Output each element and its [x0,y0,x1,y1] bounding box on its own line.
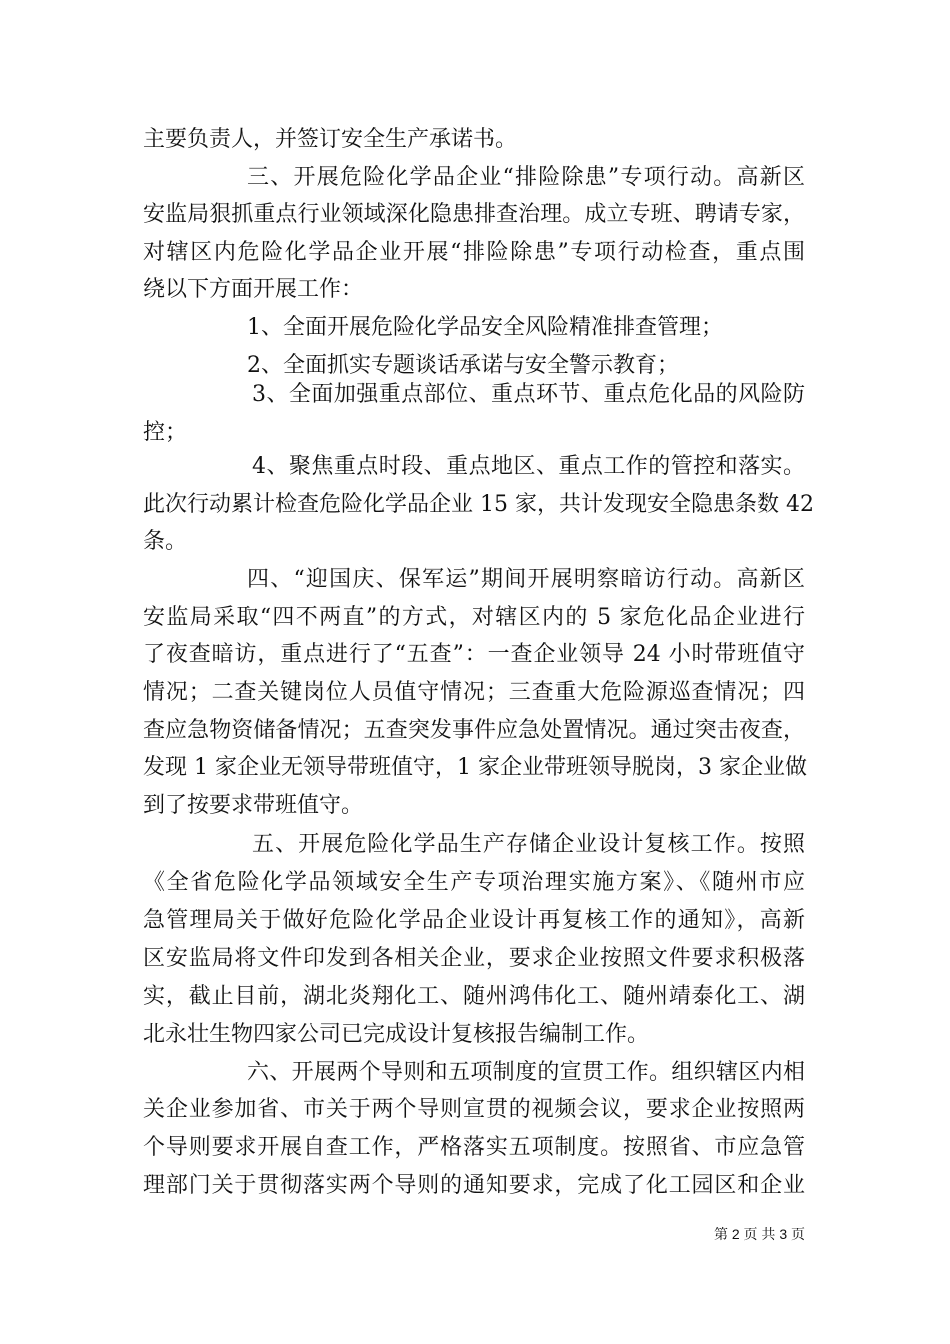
text-line: 区安监局将文件印发到各相关企业，要求企业按照文件要求积极落 [143,946,805,971]
text-line: 理部门关于贯彻落实两个导则的通知要求，完成了化工园区和企业 [143,1173,805,1198]
list-item: 1、全面开展危险化学品安全风险精准排查管理； [247,315,723,340]
text-line: 情况；二查关键岗位人员值守情况；三查重大危险源巡查情况；四 [143,680,805,705]
text-line: 《全省危险化学品领域安全生产专项治理实施方案》、《随州市应 [143,870,805,895]
text-line: 到了按要求带班值守。 [143,793,364,818]
text-line: 实，截止目前，湖北炎翔化工、随州鸿伟化工、随州靖泰化工、湖 [143,984,805,1009]
list-item: 2、全面抓实专题谈话承诺与安全警示教育； [247,353,679,378]
heading-section-3: 三、开展危险化学品企业“排险除患”专项行动。高新区 [247,165,805,190]
text-line: 了夜查暗访，重点进行了“五查”：一查企业领导 24 小时带班值守 [143,642,805,667]
text-line: 查应急物资储备情况；五查突发事件应急处置情况。通过突击夜查， [143,718,805,743]
text-line: 个导则要求开展自查工作，严格落实五项制度。按照省、市应急管 [143,1135,805,1160]
heading-section-5: 五、开展危险化学品生产存储企业设计复核工作。按照 [252,832,805,857]
list-item: 3、全面加强重点部位、重点环节、重点危化品的风险防 [252,382,805,407]
text-line: 对辖区内危险化学品企业开展“排险除患”专项行动检查，重点围 [143,240,805,265]
text-line: 发现 1 家企业无领导带班值守，1 家企业带班领导脱岗，3 家企业做 [143,755,807,780]
text-line: 关企业参加省、市关于两个导则宣贯的视频会议，要求企业按照两 [143,1097,805,1122]
text-line: 条。 [143,529,188,554]
list-item: 4、聚焦重点时段、重点地区、重点工作的管控和落实。 [252,454,805,479]
text-line: 安监局采取“四不两直”的方式，对辖区内的 5 家危化品企业进行 [143,605,805,630]
text-line: 控； [143,420,188,445]
text-line: 主要负责人，并签订安全生产承诺书。 [143,127,518,152]
text-line: 急管理局关于做好危险化学品企业设计再复核工作的通知》，高新 [143,908,805,933]
text-line: 此次行动累计检查危险化学品企业 15 家，共计发现安全隐患条数 42 [143,492,814,517]
text-line: 绕以下方面开展工作： [143,277,364,302]
text-line: 安监局狠抓重点行业领域深化隐患排查治理。成立专班、聘请专家， [143,202,805,227]
heading-section-6: 六、开展两个导则和五项制度的宣贯工作。组织辖区内相 [247,1060,805,1085]
page-number-footer: 第 2 页 共 3 页 [713,1226,805,1242]
heading-section-4: 四、“迎国庆、保军运”期间开展明察暗访行动。高新区 [247,567,805,592]
text-line: 北永壮生物四家公司已完成设计复核报告编制工作。 [143,1022,650,1047]
